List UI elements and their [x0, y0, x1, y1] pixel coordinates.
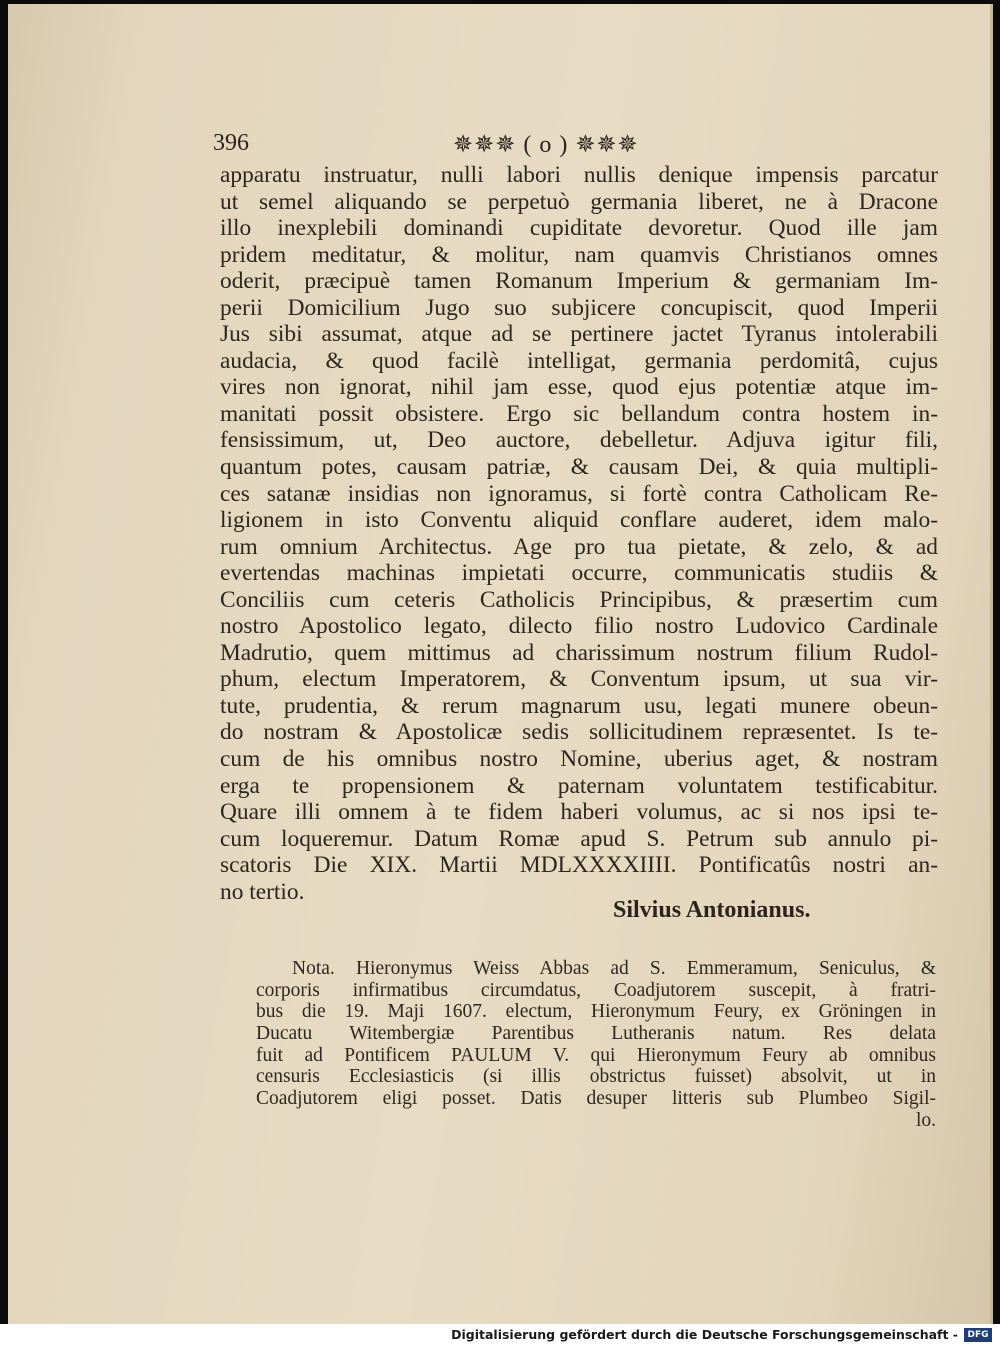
page-header — [213, 130, 683, 160]
text-line: rum omnium Architectus. Age pro tua pietate, & zelo, & ad — [220, 533, 938, 560]
text-line: pridem meditatur, & molitur, nam quamvis Christianos omnes — [220, 241, 938, 268]
text-line: ligionem in isto Conventu aliquid conflare auderet, idem malo- — [220, 507, 938, 534]
footer-credit: Digitalisierung gefördert durch die Deutsche Forschungsgemeinschaft - — [451, 1327, 958, 1342]
text-line: no tertio. — [220, 878, 305, 905]
note-line: bus die 19. Maji 1607. electum, Hieronymum Feury, ex Gröningen in — [256, 1001, 936, 1023]
document-page — [8, 4, 993, 1324]
note-line: Ducatu Witembergiæ Parentibus Lutheranis natum. Res delata — [256, 1023, 936, 1045]
text-line: apparatu instruatur, nulli labori nullis denique impensis parcatur — [220, 162, 938, 188]
text-line: cum loqueremur. Datum Romæ apud S. Petrum sub annulo pi- — [220, 825, 938, 852]
text-line: nostro Apostolico legato, dilecto filio nostro Ludovico Cardinale — [220, 613, 938, 640]
note-line: corporis infirmatibus circumdatus, Coadjutorem suscepit, à fratri- — [256, 979, 936, 1001]
text-line: audacia, & quod facilè intelligat, germania perdomitâ, cujus — [220, 347, 938, 374]
text-line: oderit, præcipuè tamen Romanum Imperium & germaniam Im- — [220, 268, 938, 295]
dfg-logo-icon[interactable]: DFG — [964, 1328, 992, 1342]
text-line: phum, electum Imperatorem, & Conventum ipsum, ut sua vir- — [220, 666, 938, 693]
text-line: fensissimum, ut, Deo auctore, debelletur. Adjuva igitur fili, — [220, 427, 938, 454]
header-ornament: ✵✵✵ ( o ) ✵✵✵ — [453, 132, 639, 158]
text-line: vires non ignorat, nihil jam esse, quod ejus potentiæ atque im- — [220, 374, 938, 401]
text-line: ces satanæ insidias non ignoramus, si fortè contra Catholicam Re- — [220, 480, 938, 507]
note-line: fuit ad Pontificem PAULUM V. qui Hieronymum Feury ab omnibus — [256, 1044, 936, 1066]
text-line: Jus sibi assumat, atque ad se pertinere jactet Tyranus intolerabili — [220, 321, 938, 348]
text-line: scatoris Die XIX. Martii MDLXXXXIIII. Pontificatûs nostri an- — [220, 852, 938, 879]
text-line: quantum potes, causam patriæ, & causam Dei, & quia multipli- — [220, 454, 938, 481]
note-line: censuris Ecclesiasticis (si illis obstrictus fuisset) absolvit, ut in — [256, 1066, 936, 1088]
text-line: manitati possit obsistere. Ergo sic bellandum contra hostem in- — [220, 400, 938, 427]
bleed-through-decoration — [243, 1116, 923, 1142]
text-line: perii Domicilium Jugo suo subjicere concupiscit, quod Imperii — [220, 294, 938, 321]
text-line: Conciliis cum ceteris Catholicis Principibus, & præsertim cum — [220, 586, 938, 613]
text-line: cum de his omnibus nostro Nomine, uberius aget, & nostram — [220, 746, 938, 773]
text-line: Quare illi omnem à te fidem haberi volumus, ac si nos ipsi te- — [220, 799, 938, 826]
page-number: 396 — [213, 130, 249, 156]
body-text — [220, 162, 938, 905]
text-line: Madrutio, quem mittimus ad charissimum nostrum filium Rudol- — [220, 639, 938, 666]
note-line: Coadjutorem eligi posset. Datis desuper litteris sub Plumbeo Sigil- — [256, 1088, 936, 1110]
note-line: lo. — [915, 1109, 936, 1131]
text-line: do nostram & Apostolicæ sedis sollicitudinem repræsentet. Is te- — [220, 719, 938, 746]
footer-bar — [0, 1324, 1000, 1347]
signature: Silvius Antonianus. — [613, 897, 811, 923]
text-line: illo inexplebili dominandi cupiditate devoretur. Quod ille jam — [220, 215, 938, 242]
text-line: erga te propensionem & paternam voluntatem testificabitur. — [220, 772, 938, 799]
text-line: ut semel aliquando se perpetuò germania liberet, ne à Dracone — [220, 188, 938, 215]
text-line: tute, prudentia, & rerum magnarum usu, legati munere obeun- — [220, 692, 938, 719]
text-line: evertendas machinas impietati occurre, communicatis studiis & — [220, 560, 938, 587]
footnote — [256, 958, 936, 1132]
note-line: Nota. Hieronymus Weiss Abbas ad S. Emmeramum, Seniculus, & — [292, 958, 936, 979]
